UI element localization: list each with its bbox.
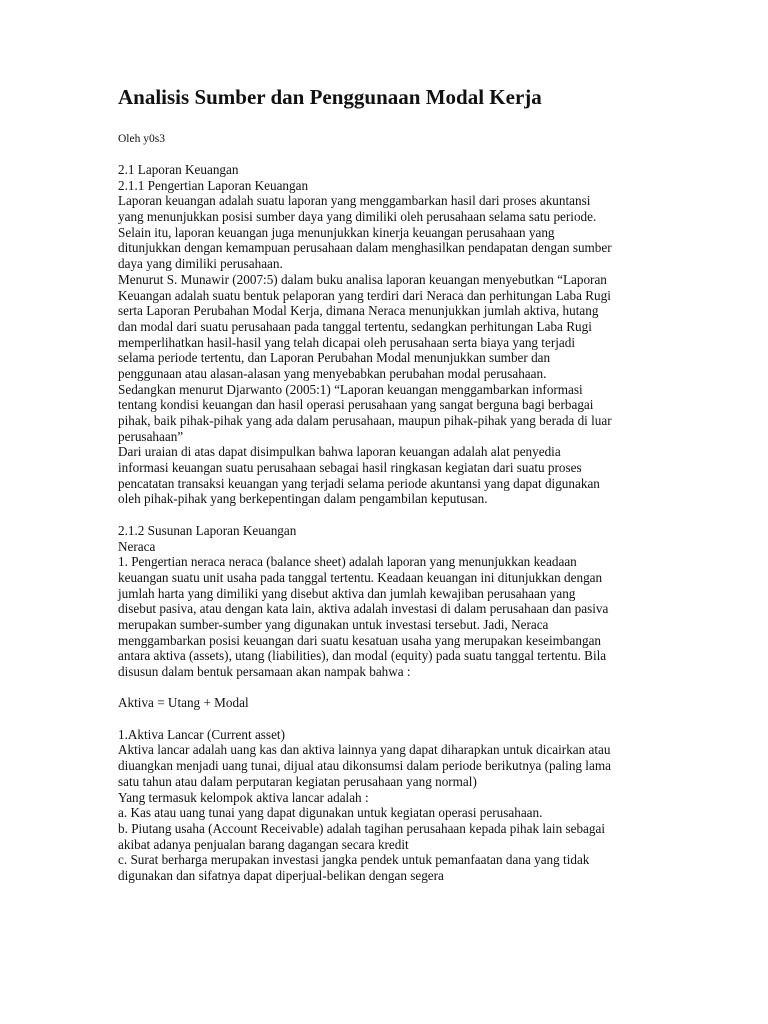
text-line: digunakan dan sifatnya dapat diperjual-belikan dengan segera	[118, 867, 444, 883]
text-line: 2.1.1 Pengertian Laporan Keuangan	[118, 177, 309, 193]
text-line: Sedangkan menurut Djarwanto (2005:1) “Laporan keuangan menggambarkan informasi	[118, 381, 583, 397]
paragraph-gap	[118, 680, 658, 696]
text-line: Aktiva = Utang + Modal	[118, 695, 249, 711]
text-line: Laporan keuangan adalah suatu laporan yang menggambarkan hasil dari proses akuntansi	[118, 193, 591, 209]
text-line: Neraca	[118, 538, 156, 554]
text-line: Selain itu, laporan keuangan juga menunjukkan kinerja keuangan perusahaan yang	[118, 224, 555, 240]
text-line: oleh pihak-pihak yang berkepentingan dalam pengambilan keputusan.	[118, 491, 488, 507]
document-title: Analisis Sumber dan Penggunaan Modal Kerja	[118, 85, 542, 109]
text-line: Dari uraian di atas dapat disimpulkan bahwa laporan keuangan adalah alat penyedia	[118, 444, 561, 460]
text-line: 1.Aktiva Lancar (Current asset)	[118, 726, 285, 742]
text-line: Aktiva lancar adalah uang kas dan aktiva lainnya yang dapat diharapkan untuk dicairkan atau	[118, 742, 611, 758]
text-line: serta Laporan Perubahan Modal Kerja, dimana Neraca menunjukkan jumlah aktiva, hutang	[118, 303, 599, 319]
text-line: a. Kas atau uang tunai yang dapat digunakan untuk kegiatan operasi perusahaan.	[118, 805, 543, 821]
text-line: Keuangan adalah suatu bentuk pelaporan yang terdiri dari Neraca dan perhitungan Laba Rugi	[118, 287, 611, 303]
document-body	[118, 162, 658, 884]
paragraph-gap	[118, 507, 658, 523]
text-line: perusahaan”	[118, 428, 184, 444]
text-line: selama periode tertentu, dan Laporan Perubahan Modal menunjukkan sumber dan	[118, 350, 551, 366]
document-author: Oleh y0s3	[118, 133, 165, 145]
text-line: ditunjukkan dengan kemampuan perusahaan dalam menghasilkan pendapatan dengan sumber	[118, 240, 612, 256]
text-line: yang menunjukkan posisi sumber daya yang dimiliki oleh perusahaan selama satu periode.	[118, 209, 597, 225]
text-line: memperlihatkan hasil-hasil yang telah dicapai oleh perusahaan serta biaya yang terjadi	[118, 334, 575, 350]
document-page	[118, 84, 658, 884]
text-line: Menurut S. Munawir (2007:5) dalam buku analisa laporan keuangan menyebutkan “Laporan	[118, 271, 607, 287]
text-line: 1. Pengertian neraca neraca (balance sheet) adalah laporan yang menunjukkan keadaan	[118, 554, 577, 570]
text-line: 2.1 Laporan Keuangan	[118, 162, 239, 177]
text-line: 2.1.2 Susunan Laporan Keuangan	[118, 522, 297, 538]
paragraph-gap	[118, 711, 658, 727]
text-line: penggunaan atau alasan-alasan yang menyebabkan perubahan modal perusahaan.	[118, 365, 547, 381]
text-line: daya yang dimiliki perusahaan.	[118, 256, 283, 272]
text-line: satu tahun atau dalam perputaran kegiatan perusahaan yang normal)	[118, 773, 477, 789]
text-line: Yang termasuk kelompok aktiva lancar adalah :	[118, 789, 369, 805]
text-line: disusun dalam bentuk persamaan akan nampak bahwa :	[118, 664, 411, 679]
text-line: antara aktiva (assets), utang (liabilities), dan modal (equity) pada suatu tanggal tertentu. Bila	[118, 648, 607, 664]
text-line: jumlah harta yang dimiliki yang disebut aktiva dan jumlah kewajiban perusahaan yang	[118, 585, 576, 601]
text-line: pencatatan transaksi keuangan yang terjadi selama periode akuntansi yang dapat digunakan	[118, 475, 600, 491]
text-line: disebut pasiva, atau dengan kata lain, aktiva adalah investasi di dalam perusahaan dan pasiva	[118, 601, 609, 617]
text-line: tentang kondisi keuangan dan hasil operasi perusahaan yang sangat berguna bagi berbagai	[118, 397, 594, 413]
text-line: merupakan sumber-sumber yang digunakan untuk investasi tersebut. Jadi, Neraca	[118, 616, 549, 632]
text-line: dan modal dari suatu perusahaan pada tanggal tertentu, sedangkan perhitungan Laba Rugi	[118, 318, 592, 334]
text-line: akibat adanya penjualan barang dagangan secara kredit	[118, 836, 409, 852]
text-line: c. Surat berharga merupakan investasi jangka pendek untuk pemanfaatan dana yang tidak	[118, 852, 590, 868]
text-line: b. Piutang usaha (Account Receivable) adalah tagihan perusahaan kepada pihak lain sebagai	[118, 820, 606, 836]
text-line: diuangkan menjadi uang tunai, dijual atau dikonsumsi dalam periode berikutnya (paling lama	[118, 758, 611, 774]
text-line: menggambarkan posisi keuangan dari suatu kesatuan usaha yang merupakan keseimbangan	[118, 632, 602, 648]
text-line: keuangan suatu unit usaha pada tanggal tertentu. Keadaan keuangan ini ditunjukkan dengan	[118, 569, 603, 585]
text-line: pihak, baik pihak-pihak yang ada dalam perusahaan, maupun pihak-pihak yang berada di luar	[118, 413, 612, 428]
text-line: informasi keuangan suatu perusahaan sebagai hasil ringkasan kegiatan dari suatu proses	[118, 460, 582, 476]
